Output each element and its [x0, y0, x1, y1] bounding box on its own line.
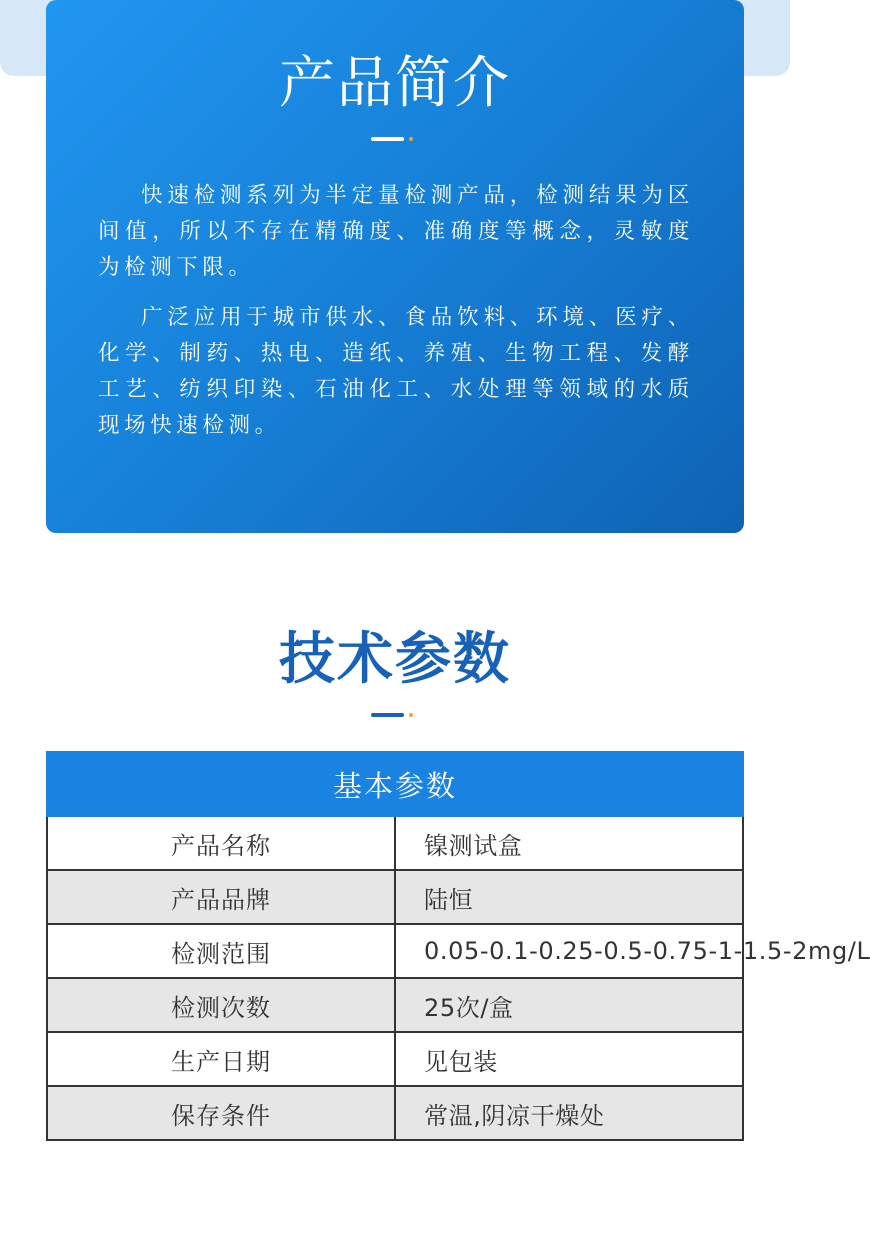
param-label: 生产日期 [47, 1032, 395, 1086]
table-row [47, 924, 743, 978]
param-label: 检测范围 [47, 924, 395, 978]
param-label: 保存条件 [47, 1086, 395, 1140]
param-value: 0.05-0.1-0.25-0.5-0.75-1-1.5-2mg/L [395, 924, 743, 978]
param-label: 产品名称 [47, 816, 395, 870]
divider-dot [409, 137, 413, 141]
param-label: 产品品牌 [47, 870, 395, 924]
divider-bar [371, 713, 404, 717]
intro-title: 产品简介 [279, 51, 511, 116]
param-value: 见包装 [395, 1032, 743, 1086]
product-intro-card [46, 0, 744, 533]
intro-paragraph-1: 快速检测系列为半定量检测产品，检测结果为区间值，所以不存在精确度、准确度等概念，灵敏度为检测下限。 [98, 183, 694, 280]
param-value: 25次/盒 [395, 978, 743, 1032]
table-row [47, 978, 743, 1032]
table-row [47, 816, 743, 870]
param-value: 镍测试盒 [395, 816, 743, 870]
table-header: 基本参数 [47, 752, 743, 816]
param-label: 检测次数 [47, 978, 395, 1032]
table-row [47, 1032, 743, 1086]
table-row [47, 1086, 743, 1140]
param-value: 陆恒 [395, 870, 743, 924]
param-value: 常温,阴凉干燥处 [395, 1086, 743, 1140]
intro-title-divider [371, 137, 411, 141]
table-header-row [47, 752, 743, 816]
intro-paragraph-2: 广泛应用于城市供水、食品饮料、环境、医疗、化学、制药、热电、造纸、养殖、生物工程、发酵工艺、纺织印染、石油化工、水处理等领域的水质现场快速检测。 [98, 305, 694, 438]
divider-bar [371, 137, 404, 141]
table-row [47, 870, 743, 924]
tech-title-divider [371, 713, 411, 717]
tech-params-title: 技术参数 [279, 627, 511, 692]
basic-params-table [46, 751, 870, 1141]
divider-dot [409, 713, 413, 717]
